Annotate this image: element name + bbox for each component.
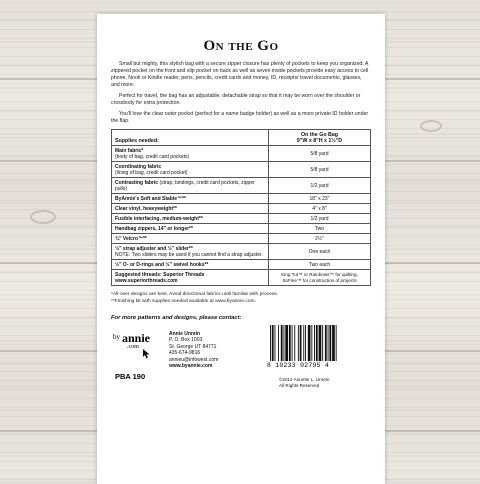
table-header-supplies: Supplies needed: bbox=[112, 130, 269, 146]
barcode-bar bbox=[298, 325, 299, 361]
description-paragraph: You'll love the clear outer pocket (perfect for a name badge holder) as well as a more private ID holder under the flap. bbox=[111, 111, 369, 124]
threads-label: Suggested threads: Superior Threads bbox=[115, 271, 205, 278]
supply-quantity: 5/8 yard bbox=[269, 146, 371, 162]
table-row bbox=[112, 146, 371, 162]
barcode bbox=[268, 325, 364, 361]
barcode-bar bbox=[336, 325, 337, 361]
supply-quantity: 5/8 yard bbox=[269, 162, 371, 178]
description-paragraph: Perfect for travel, the bag has an adjustable, detachable strap so that it may be worn over the shoulder or crossbody for extra protection. bbox=[111, 93, 361, 106]
threads-website: www.superiorthreads.com bbox=[115, 277, 178, 284]
table-row bbox=[112, 204, 371, 214]
table-row bbox=[112, 194, 371, 204]
barcode-bar bbox=[281, 325, 283, 361]
barcode-bar bbox=[328, 325, 329, 361]
barcode-bar bbox=[305, 325, 306, 361]
wood-knot bbox=[420, 120, 442, 132]
supply-quantity: 1/2 yard bbox=[269, 178, 371, 194]
barcode-bar bbox=[322, 325, 323, 361]
pattern-back-cover bbox=[97, 14, 385, 484]
supply-item: ByAnnie's Soft and Stable™** bbox=[112, 194, 269, 204]
table-row bbox=[112, 244, 371, 260]
supply-item: Clear vinyl, heavyweight** bbox=[112, 204, 269, 214]
supply-item: Contrasting fabric bbox=[115, 179, 159, 186]
barcode-bar bbox=[314, 325, 315, 361]
supplies-table bbox=[111, 129, 371, 286]
barcode-bar bbox=[272, 325, 274, 361]
supply-quantity: 18" x 23" bbox=[269, 194, 371, 204]
footnote: *All-over designs are best. Avoid directional fabrics until familiar with process. bbox=[111, 292, 279, 297]
threads-recommendation: SoFine™ for construction of projects bbox=[282, 277, 357, 283]
table-row bbox=[112, 234, 371, 244]
barcode-bar bbox=[270, 325, 271, 361]
supply-item: Fusible interfacing, medium-weight** bbox=[112, 214, 269, 224]
table-row bbox=[112, 178, 371, 194]
table-header-row bbox=[112, 130, 371, 146]
barcode-bar bbox=[303, 325, 304, 361]
contact-phone: 435-674-9816 bbox=[169, 350, 201, 357]
table-row bbox=[112, 260, 371, 270]
table-header-product bbox=[269, 130, 371, 146]
barcode-bar bbox=[316, 325, 318, 361]
barcode-bar bbox=[294, 325, 295, 361]
supply-detail: (lining of bag, credit card pocket) bbox=[115, 169, 188, 176]
copyright-line: All Rights Reserved bbox=[279, 383, 320, 388]
table-row bbox=[112, 224, 371, 234]
mouse-cursor-icon bbox=[143, 349, 151, 359]
supply-item: Main fabric* bbox=[115, 147, 144, 154]
barcode-bar bbox=[325, 325, 327, 361]
supply-quantity: One each bbox=[269, 244, 371, 260]
contact-address bbox=[169, 331, 218, 369]
barcode-bar bbox=[308, 325, 311, 361]
supply-item: Handbag zippers, 14" or longer** bbox=[112, 224, 269, 234]
supply-quantity: 1/2 yard bbox=[269, 214, 371, 224]
supply-item: ½" O- or D-rings and ½" swivel hooks** bbox=[112, 260, 269, 270]
barcode-bar bbox=[292, 325, 293, 361]
wood-knot bbox=[30, 210, 56, 224]
contact-email: annieu@infowest.com bbox=[169, 356, 219, 363]
contact-website: www.byannie.com bbox=[169, 363, 213, 370]
barcode-bar bbox=[284, 325, 285, 361]
barcode-bar bbox=[332, 325, 335, 361]
page-title: On the Go bbox=[203, 38, 279, 54]
barcode-bar bbox=[300, 325, 302, 361]
barcode-bar bbox=[278, 325, 279, 361]
supply-detail: (body of bag, credit card pockets) bbox=[115, 153, 190, 160]
address-line: St. George UT 84771 bbox=[169, 343, 217, 350]
barcode-bar bbox=[319, 325, 322, 361]
supply-quantity: Two bbox=[269, 224, 371, 234]
barcode-bar bbox=[311, 325, 312, 361]
supply-quantity: 2½" bbox=[269, 234, 371, 244]
barcode-bar bbox=[285, 325, 288, 361]
address-line: P. O. Box 1003 bbox=[169, 337, 203, 344]
contact-section bbox=[111, 325, 371, 405]
description-paragraph: Small but mighty, this stylish bag with a secure zipper closure has plenty of pockets to keep you organized. A zippered pocket on the front and slip pocket on back as well as seven inside pockets provide easy access to cell phone, Nook or Kindle reader, pens, pencils, credit cards and money, ID, receipts/ travel documents, glasses, and more. bbox=[111, 61, 369, 88]
supply-note: NOTE: Two sliders may be used if you cannot find a strap adjuster. bbox=[115, 251, 263, 258]
table-row bbox=[112, 214, 371, 224]
supply-quantity: Two each bbox=[269, 260, 371, 270]
supply-detail: (strap, bindings, credit card pockets, zipper pulls) bbox=[115, 179, 255, 192]
barcode-bar bbox=[329, 325, 331, 361]
pattern-number: PBA 190 bbox=[115, 372, 146, 381]
threads-recommendation: King Tut™ or Rainbows™ for quilting, bbox=[281, 271, 358, 277]
table-row bbox=[112, 162, 371, 178]
contact-name: Annie Unrein bbox=[169, 331, 201, 337]
copyright-line: ©2012 Annette L. Unrein bbox=[279, 377, 330, 382]
contact-heading: For more patterns and designs, please contact: bbox=[111, 315, 242, 321]
footnotes bbox=[111, 292, 371, 305]
footnote: **Finishing kit with supplies needed available at www.byannie.com. bbox=[111, 298, 256, 304]
product-name: On the Go Bag bbox=[300, 131, 339, 138]
copyright-notice bbox=[279, 377, 329, 389]
supply-item: ½" strap adjuster and ½" slider** bbox=[115, 245, 193, 252]
barcode-bar bbox=[275, 325, 276, 361]
product-dimensions: 9"W x 8"H x 1½"D bbox=[296, 137, 343, 144]
table-row-threads bbox=[112, 270, 371, 286]
barcode-number: 8 10233 02795 4 bbox=[267, 362, 330, 369]
supply-item: Coordinating fabric bbox=[115, 163, 162, 170]
supply-quantity: 4" x 8" bbox=[269, 204, 371, 214]
barcode-bar bbox=[289, 325, 291, 361]
supply-item: ¾" Velcro™** bbox=[112, 234, 269, 244]
byannie-logo: by annie .com bbox=[113, 331, 157, 363]
